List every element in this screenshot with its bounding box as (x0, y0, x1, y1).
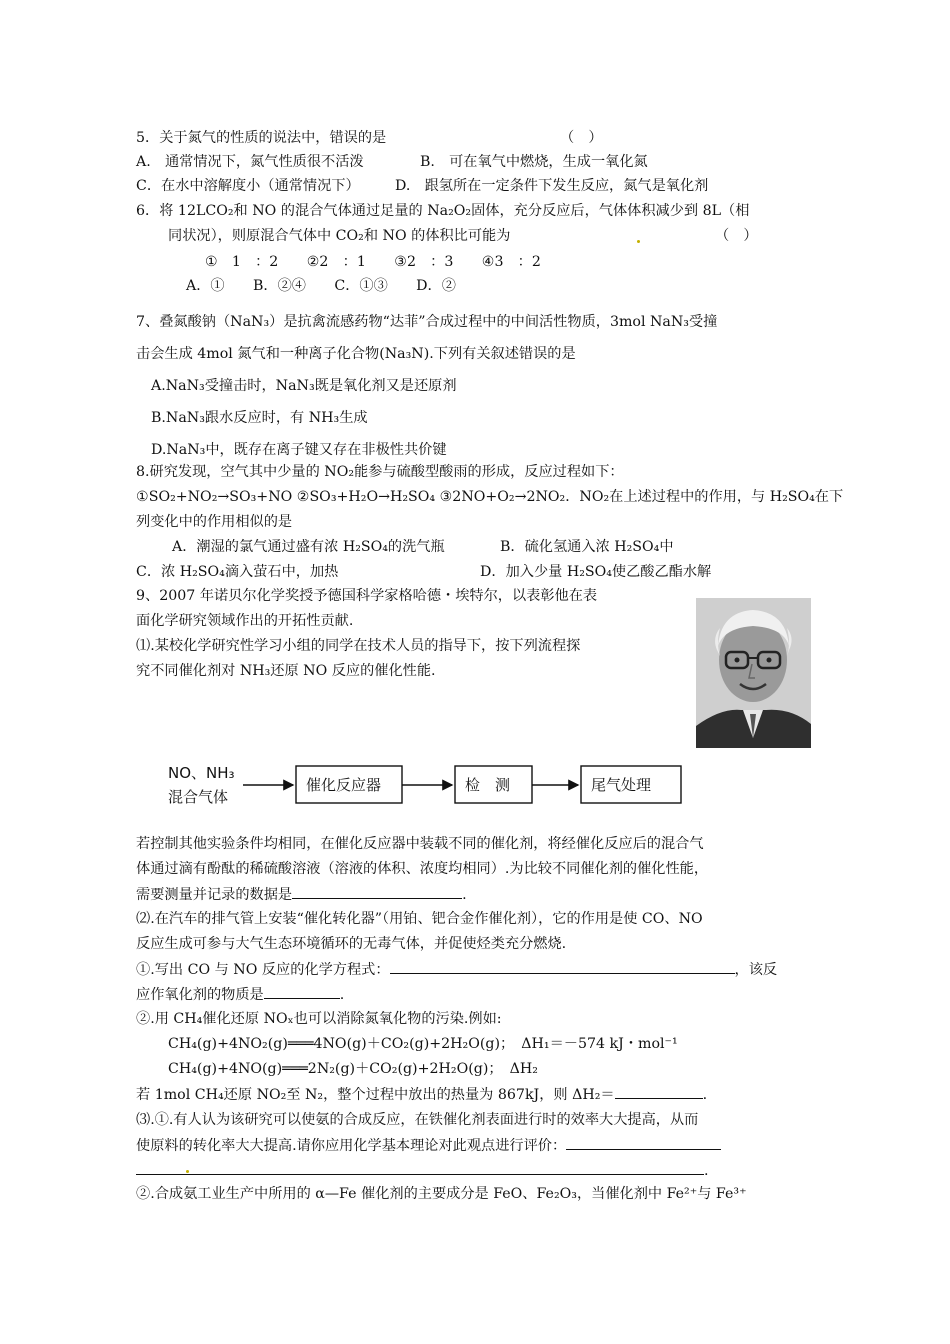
q7-option-b: B.NaN₃跟水反应时，有 NH₃生成 (151, 410, 368, 426)
q7-option-d: D.NaN₃中，既存在离子键又存在非极性共价键 (151, 442, 447, 458)
q8-option-d: D．加入少量 H₂SO₄使乙酸乙酯水解 (480, 564, 712, 580)
q8-option-c: C．浓 H₂SO₄滴入萤石中，加热 (136, 564, 339, 580)
blank-chemical-equation[interactable] (390, 959, 735, 974)
q9-part1-line2: 究不同催化剂对 NH₃还原 NO 反应的催化性能. (136, 663, 436, 679)
equation-2: CH₄(g)+4NO(g)═══2N₂(g)＋CO₂(g)+2H₂O(g)； ΔH₂ (168, 1061, 538, 1077)
flow-box2-label: 检 测 (465, 776, 511, 794)
blank-oxidizing-agent[interactable] (264, 984, 340, 999)
q6-ratios: ① 1 ：2 ②2 ：1 ③2 ：3 ④3 ：2 (205, 254, 541, 270)
q9-part1-line5: 需要测量并记录的数据是 . (136, 884, 467, 905)
q5-answer-bracket: （ ） (560, 130, 603, 146)
q8-stem-line3: 列变化中的作用相似的是 (136, 514, 293, 530)
q8-stem-line2: ①SO₂+NO₂→SO₃+NO ②SO₃+H₂O→H₂SO₄ ③2NO+O₂→2NO₂．NO₂在上述过程中的作用，与 H₂SO₄在下 (136, 489, 844, 505)
q6-answer-bracket: （ ） (715, 228, 758, 244)
q9-part2-line1: ⑵.在汽车的排气管上安装“催化转化器”（用铂、钯合金作催化剂），它的作用是使 CO、NO (136, 911, 703, 927)
blank-evaluation-part2[interactable] (136, 1160, 704, 1175)
q6-stem-line1: 6．将 12LCO₂和 NO 的混合气体通过足量的 Na₂O₂固体，充分反应后，气体体积减少到 8L（相 (136, 203, 750, 219)
q5-option-a: A. 通常情况下，氮气性质很不活泼 (136, 154, 364, 170)
q5-stem: 5．关于氮气的性质的说法中，错误的是 (136, 130, 387, 146)
q7-stem-line1: 7、叠氮酸钠（NaN₃）是抗禽流感药物“达菲”合成过程中的中间活性物质，3mol NaN₃受撞 (136, 314, 718, 330)
q9-part3-line2: 使原料的转化率大大提高.请你应用化学基本理论对此观点进行评价： (136, 1135, 721, 1156)
q7-option-a: A.NaN₃受撞击时，NaN₃既是氧化剂又是还原剂 (151, 378, 457, 394)
q5-option-c: C．在水中溶解度小（通常情况下） (136, 178, 360, 194)
blank-evaluation-part1[interactable] (566, 1135, 721, 1150)
portrait-illustration (696, 598, 811, 748)
q9-part2-line4: 应作氧化剂的物质是 . (136, 984, 344, 1005)
stray-dot (637, 240, 640, 243)
q9-part2-line5: ②.用 CH₄催化还原 NOₓ也可以消除氮氧化物的污染.例如: (136, 1011, 502, 1027)
q6-stem-line2: 同状况），则原混合气体中 CO₂和 NO 的体积比可能为 (168, 228, 511, 244)
q9-part3-line3: . (136, 1160, 709, 1181)
flow-box1-label: 催化反应器 (306, 776, 382, 794)
q9-part3-line4: ②.合成氨工业生产中所用的 α—Fe 催化剂的主要成分是 FeO、Fe₂O₃，当催化剂中 Fe²⁺与 Fe³⁺ (136, 1186, 747, 1202)
q9-part1-line1: ⑴.某校化学研究性学习小组的同学在技术人员的指导下，按下列流程探 (136, 638, 581, 654)
q9-part2-line2: 反应生成可参与大气生态环境循环的无毒气体，并促使烃类充分燃烧. (136, 936, 567, 952)
q8-option-a: A．潮湿的氯气通过盛有浓 H₂SO₄的洗气瓶 (172, 539, 445, 555)
flow-diagram (165, 757, 695, 817)
q9-part2-line6: 若 1mol CH₄还原 NO₂至 N₂，整个过程中放出的热量为 867kJ，则 ΔH₂＝ . (136, 1084, 707, 1105)
flow-input-line2: 混合气体 (168, 788, 229, 806)
stray-dot (186, 1170, 189, 1173)
q8-option-b: B．硫化氢通入浓 H₂SO₄中 (500, 539, 674, 555)
scientist-portrait-photo (696, 598, 811, 748)
q8-stem-line1: 8.研究发现，空气其中少量的 NO₂能参与硫酸型酸雨的形成，反应过程如下： (136, 464, 624, 480)
flow-box3-label: 尾气处理 (591, 776, 652, 794)
q5-option-b: B. 可在氧气中燃烧，生成一氧化氮 (420, 154, 648, 170)
blank-recorded-data[interactable] (292, 884, 462, 899)
q9-part1-line3: 若控制其他实验条件均相同，在催化反应器中装载不同的催化剂，将经催化反应后的混合气 (136, 836, 704, 852)
flow-input-line1: NO、NH₃ (168, 764, 235, 782)
q5-option-d: D. 跟氢所在一定条件下发生反应，氮气是氧化剂 (395, 178, 709, 194)
blank-delta-h2[interactable] (615, 1084, 703, 1099)
q6-options: A．① B．②④ C．①③ D．② (186, 278, 456, 294)
q9-stem-line1: 9、2007 年诺贝尔化学奖授予德国科学家格哈德・埃特尔，以表彰他在表 (136, 588, 598, 604)
q9-part2-line3: ①.写出 CO 与 NO 反应的化学方程式： ，该反 (136, 959, 777, 980)
q9-part3-line1: ⑶.①.有人认为该研究可以使氨的合成反应，在铁催化剂表面进行时的效率大大提高，从而 (136, 1112, 699, 1128)
q9-stem-line2: 面化学研究领域作出的开拓性贡献. (136, 613, 354, 629)
q9-part1-line4: 体通过滴有酚酞的稀硫酸溶液（溶液的体积、浓度均相同）.为比较不同催化剂的催化性能， (136, 861, 709, 877)
q7-stem-line2: 击会生成 4mol 氮气和一种离子化合物(Na₃N).下列有关叙述错误的是 (136, 346, 576, 362)
equation-1: CH₄(g)+4NO₂(g)═══4NO(g)＋CO₂(g)+2H₂O(g)； ΔH₁＝－574 kJ・mol⁻¹ (168, 1036, 678, 1052)
